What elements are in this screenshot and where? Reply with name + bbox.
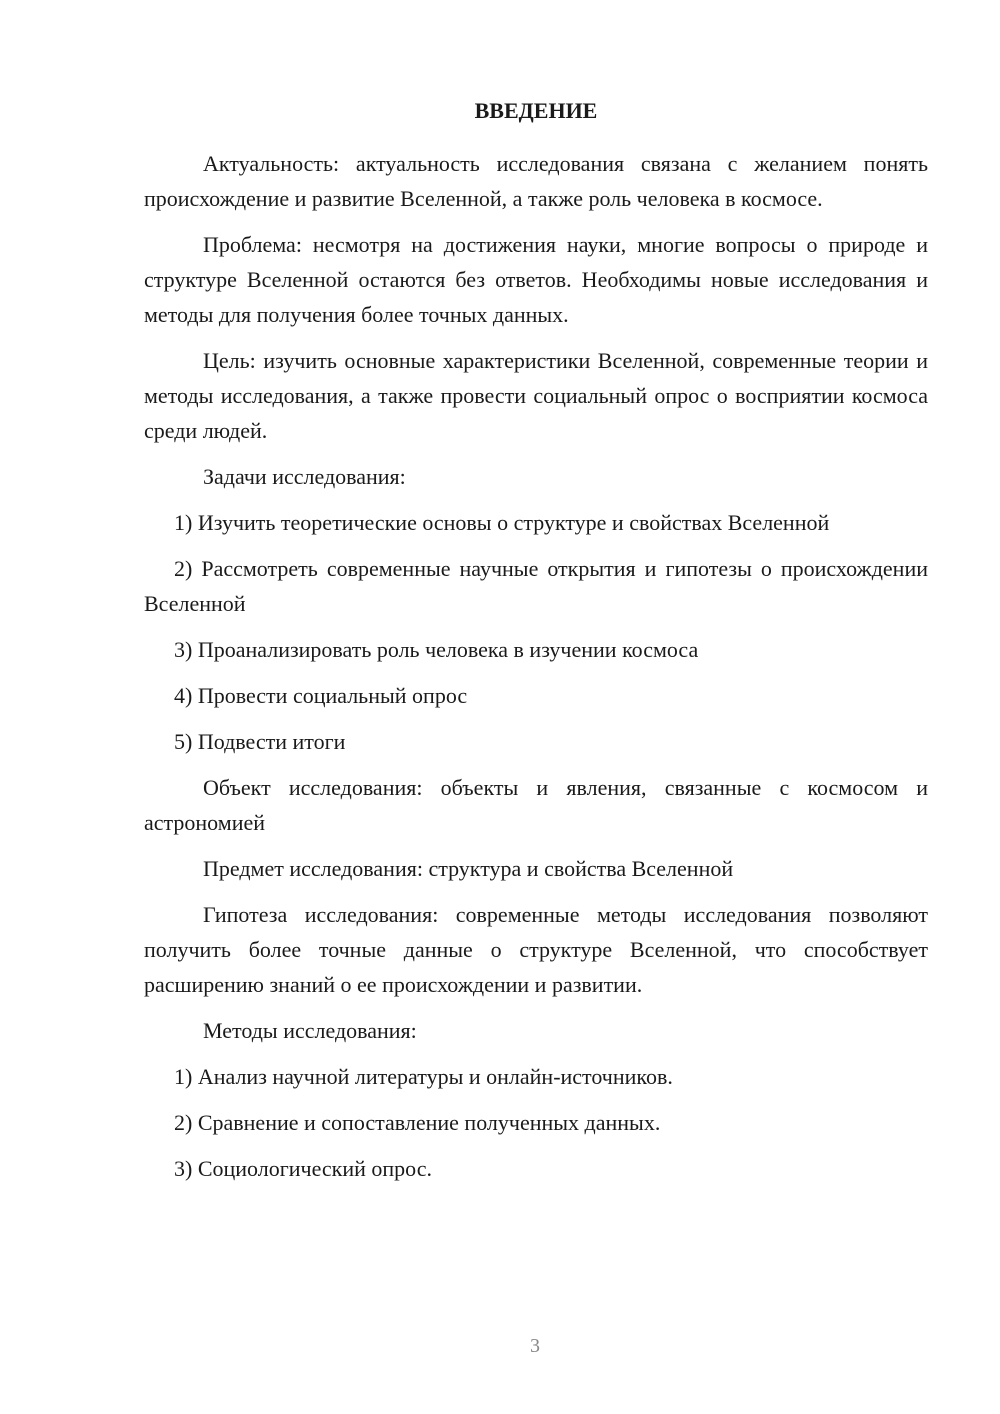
hypothesis-paragraph: Гипотеза исследования: современные методы исследования позволяют получить более точные данные о структуре Вселенной, что способствует расширению знаний о ее происхождении и развитии.	[144, 902, 928, 997]
task-item-3: 3) Проанализировать роль человека в изучении космоса	[174, 637, 699, 662]
task-item-5: 5) Подвести итоги	[174, 729, 346, 754]
page-number: 3	[530, 1335, 540, 1357]
tasks-heading: Задачи исследования:	[203, 464, 406, 489]
task-item-4: 4) Провести социальный опрос	[174, 683, 468, 708]
subject-paragraph: Предмет исследования: структура и свойства Вселенной	[203, 856, 734, 881]
problem-paragraph: Проблема: несмотря на достижения науки, многие вопросы о природе и структуре Вселенной остаются без ответов. Необходимы новые исследования и методы для получения более точных данных.	[144, 232, 928, 327]
methods-heading: Методы исследования:	[203, 1018, 417, 1043]
object-paragraph: Объект исследования: объекты и явления, связанные с космосом и астрономией	[144, 775, 928, 835]
method-item-3: 3) Социологический опрос.	[174, 1156, 432, 1181]
relevance-paragraph: Актуальность: актуальность исследования связана с желанием понять происхождение и развитие Вселенной, а также роль человека в космосе.	[144, 151, 928, 211]
method-item-2: 2) Сравнение и сопоставление полученных данных.	[174, 1110, 661, 1135]
document-page	[144, 96, 928, 1197]
task-item-1: 1) Изучить теоретические основы о структуре и свойствах Вселенной	[174, 510, 830, 535]
task-item-2: 2) Рассмотреть современные научные открытия и гипотезы о происхождении Вселенной	[144, 556, 928, 616]
goal-paragraph: Цель: изучить основные характеристики Вселенной, современные теории и методы исследования, а также провести социальный опрос о восприятии космоса среди людей.	[144, 348, 928, 443]
section-title: ВВЕДЕНИЕ	[474, 98, 598, 123]
method-item-1: 1) Анализ научной литературы и онлайн-источников.	[174, 1064, 673, 1089]
